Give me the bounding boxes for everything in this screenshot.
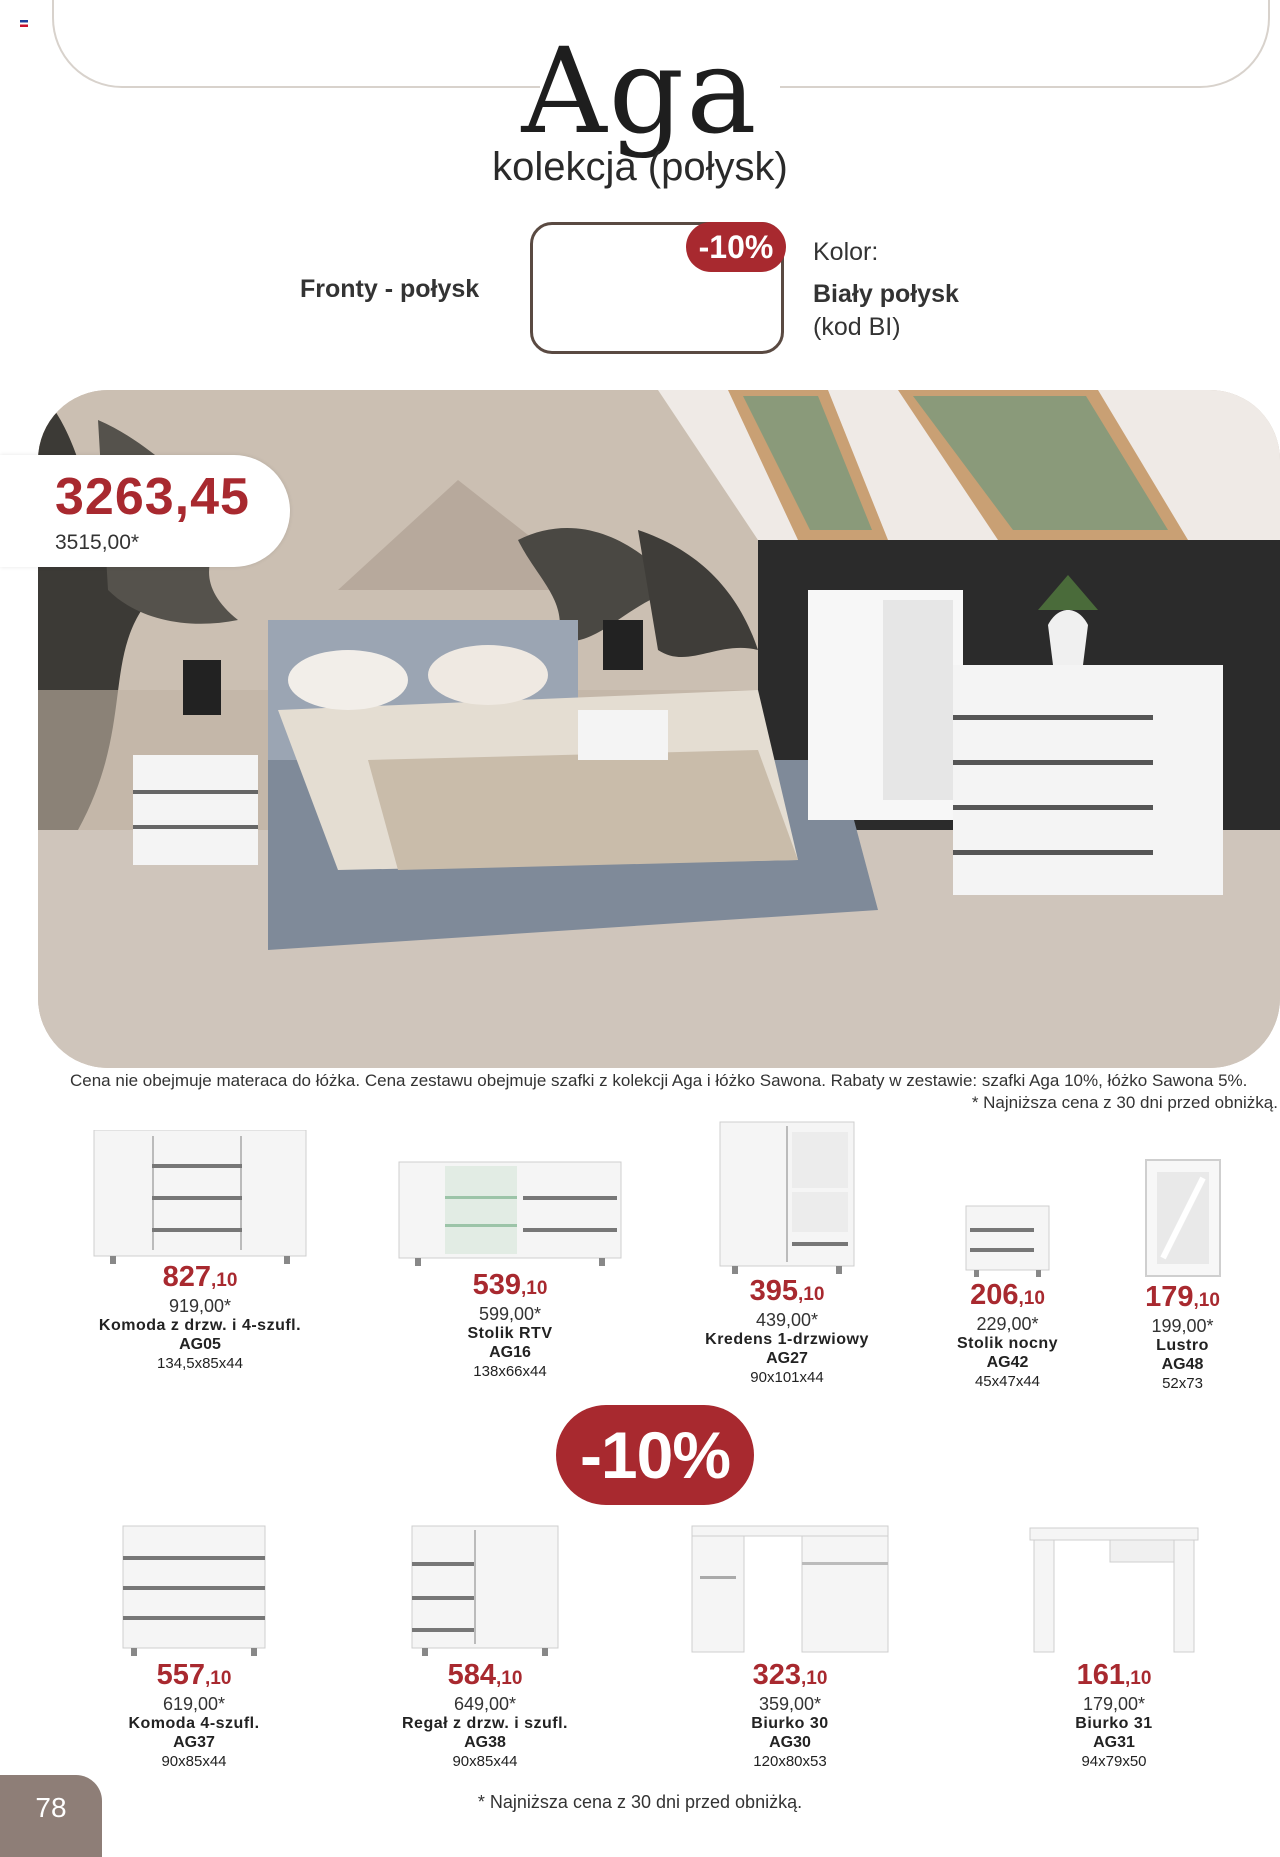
product-card[interactable] [395,1156,625,1381]
product-card[interactable] [1016,1522,1212,1771]
color-code: (kod BI) [813,313,901,341]
product-price: 827,10 [162,1261,238,1293]
product-dimensions: 90x85x44 [161,1753,227,1770]
product-dimensions: 45x47x44 [974,1373,1041,1390]
discount-badge-small: -10% [686,222,786,272]
product-price: 395,10 [749,1275,825,1307]
product-card[interactable] [90,1130,310,1373]
product-card[interactable] [697,1118,877,1387]
product-dimensions: 90x85x44 [452,1753,518,1770]
product-name: Stolik RTV [467,1325,553,1342]
product-card[interactable] [682,1522,898,1771]
color-label: Kolor: [813,238,879,266]
product-card[interactable] [104,1522,284,1771]
product-code: AG27 [766,1350,808,1367]
set-old-price: 3515,00* [55,531,140,554]
product-old-price: 359,00* [758,1694,822,1714]
collection-title: Aga [521,22,759,160]
footer-note: * Najniższa cena z 30 dni przed obniżką. [477,1792,803,1812]
product-code: AG42 [986,1354,1029,1371]
product-old-price: 199,00* [1151,1316,1214,1336]
product-name: Biurko 31 [1075,1715,1153,1732]
product-card[interactable] [395,1522,575,1771]
set-note: Cena nie obejmuje materaca do łóżka. Cena zestawu obejmuje szafki z kolekcji Aga i łóżko Sawona. Rabaty w zestawie: szafki Aga 10%, łóżko Sawona 5%. [70,1071,1248,1090]
product-image [960,1200,1055,1280]
product-name: Kredens 1-drzwiowy [705,1331,869,1348]
product-code: AG16 [489,1344,531,1361]
product-code: AG48 [1161,1356,1204,1373]
product-dimensions: 138x66x44 [473,1363,547,1380]
color-name: Biały połysk [813,280,959,308]
page-number: 78 [0,1775,102,1857]
discount-badge-large: -10% [556,1405,754,1505]
product-image [395,1156,625,1270]
product-old-price: 649,00* [453,1694,517,1714]
product-old-price: 229,00* [976,1314,1039,1334]
product-image [400,1522,570,1662]
product-image [1024,1522,1204,1662]
product-image [109,1522,279,1662]
product-price: 161,10 [1076,1659,1152,1691]
product-code: AG31 [1093,1734,1135,1751]
fronts-label: Fronty - połysk [300,275,480,303]
product-name: Lustro [1156,1337,1209,1354]
product-code: AG37 [173,1734,215,1751]
product-dimensions: 52x73 [1162,1375,1203,1392]
product-price: 323,10 [752,1659,828,1691]
product-old-price: 599,00* [478,1304,542,1324]
product-name: Biurko 30 [751,1715,829,1732]
product-code: AG30 [769,1734,811,1751]
product-dimensions: 120x80x53 [753,1753,827,1770]
product-dimensions: 90x101x44 [750,1369,824,1386]
product-name: Komoda 4-szufl. [128,1715,260,1732]
product-image [90,1130,310,1270]
product-old-price: 919,00* [168,1296,232,1316]
product-old-price: 439,00* [755,1310,819,1330]
product-price: 179,10 [1145,1281,1220,1313]
set-price: 3263,45 [55,468,250,526]
product-image [712,1118,862,1278]
product-code: AG05 [179,1336,221,1353]
product-code: AG38 [464,1734,506,1751]
product-name: Regał z drzw. i szufl. [402,1715,568,1732]
product-dimensions: 94x79x50 [1081,1753,1147,1770]
product-name: Stolik nocny [956,1335,1059,1352]
product-price: 539,10 [472,1269,548,1301]
product-price: 584,10 [447,1659,523,1691]
product-image [682,1522,898,1662]
product-card[interactable] [1130,1158,1235,1393]
product-image [1143,1158,1223,1280]
product-name: Komoda z drzw. i 4-szufl. [98,1317,302,1334]
product-old-price: 179,00* [1082,1694,1146,1714]
product-old-price: 619,00* [162,1694,226,1714]
product-dimensions: 134,5x85x44 [157,1355,243,1372]
product-price: 206,10 [970,1279,1045,1311]
collection-subtitle: kolekcja (połysk) [492,145,788,189]
product-price: 557,10 [156,1659,232,1691]
lowest-price-note: * Najniższa cena z 30 dni przed obniżką. [971,1093,1278,1112]
product-card[interactable] [950,1200,1065,1391]
